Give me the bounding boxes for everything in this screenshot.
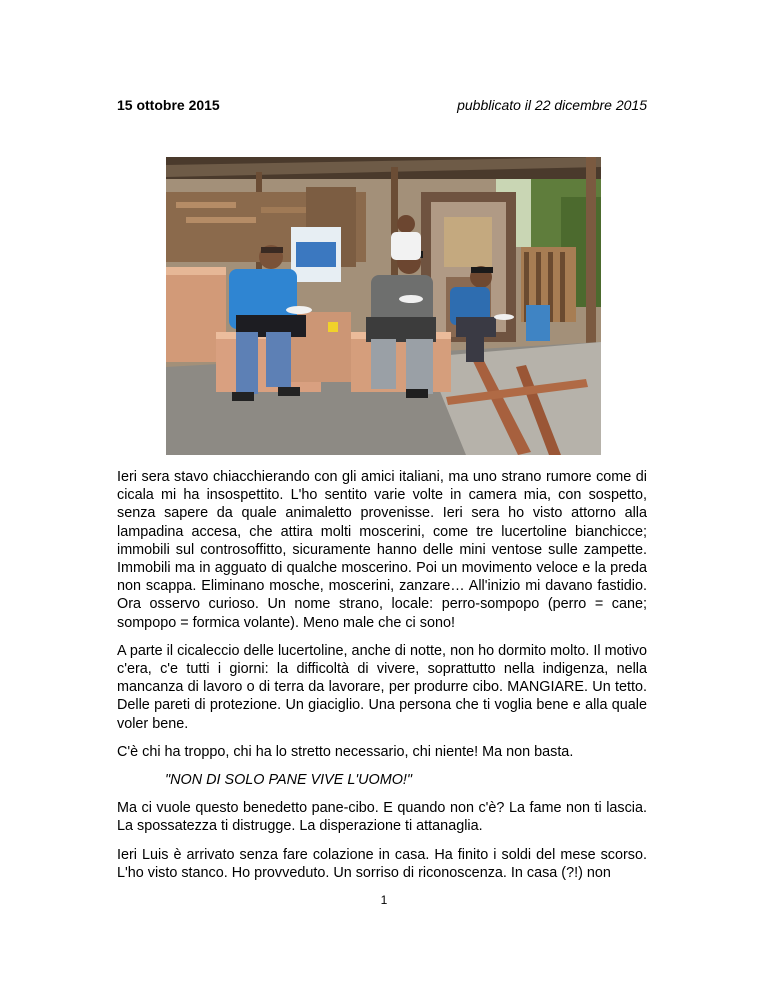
entry-date: 15 ottobre 2015	[117, 97, 220, 113]
paragraph: Ieri sera stavo chiacchierando con gli amici italiani, ma uno strano rumore come di cicala mi ha insospettito. L'ho sentito varie volte in camera mia, con sospetto, senza sapere da quale animaletto provenisse. Ieri sera ho visto attorno alla lampadina accesa, che attira molti moscerini, come tre lucertoline bianchicce; immobili sul controsoffitto, sicuramente hanno delle mini ventose sulle zampette. Immobili ma in agguato di qualche moscerino. Poi un movimento veloce e la preda non scappa. Eliminano mosche, moscerini, zanzare… All'inizio mi davano fastidio. Ora osservo curioso. Un nome strano, locale: perro-sompopo (perro = cane; sompopo = formica volante). Meno male che ci sono!	[117, 469, 647, 631]
workshop-photo	[166, 157, 601, 455]
paragraph: Ieri Luis è arrivato senza fare colazione in casa. Ha finito i soldi del mese scorso. L'ho visto stanco. Ho provveduto. Un sorriso di riconoscenza. In casa (?!) non	[117, 846, 647, 881]
page-header	[117, 97, 647, 117]
publication-date: pubblicato il 22 dicembre 2015	[457, 97, 647, 113]
paragraph: Ma ci vuole questo benedetto pane-cibo. E quando non c'è? La fame non ti lascia. La spossatezza ti distrugge. La disperazione ti attanaglia.	[117, 800, 647, 835]
quote: "NON DI SOLO PANE VIVE L'UOMO!"	[165, 772, 412, 789]
page-number: 1	[380, 893, 388, 907]
body-text	[117, 468, 647, 892]
paragraph: C'è chi ha troppo, chi ha lo stretto necessario, chi niente! Ma non basta.	[117, 743, 574, 760]
paragraph: A parte il cicaleccio delle lucertoline, anche di notte, non ho dormito molto. Il motivo c'era, c'e tutti i giorni: la difficoltà di vivere, soprattutto nella indigenza, nella mancanza di lavoro o di terra da lavorare, per produrre cibo. MANGIARE. Un tetto. Delle pareti di protezione. Un giaciglio. Una persona che ti voglia bene e alla quale voler bene.	[117, 642, 647, 732]
